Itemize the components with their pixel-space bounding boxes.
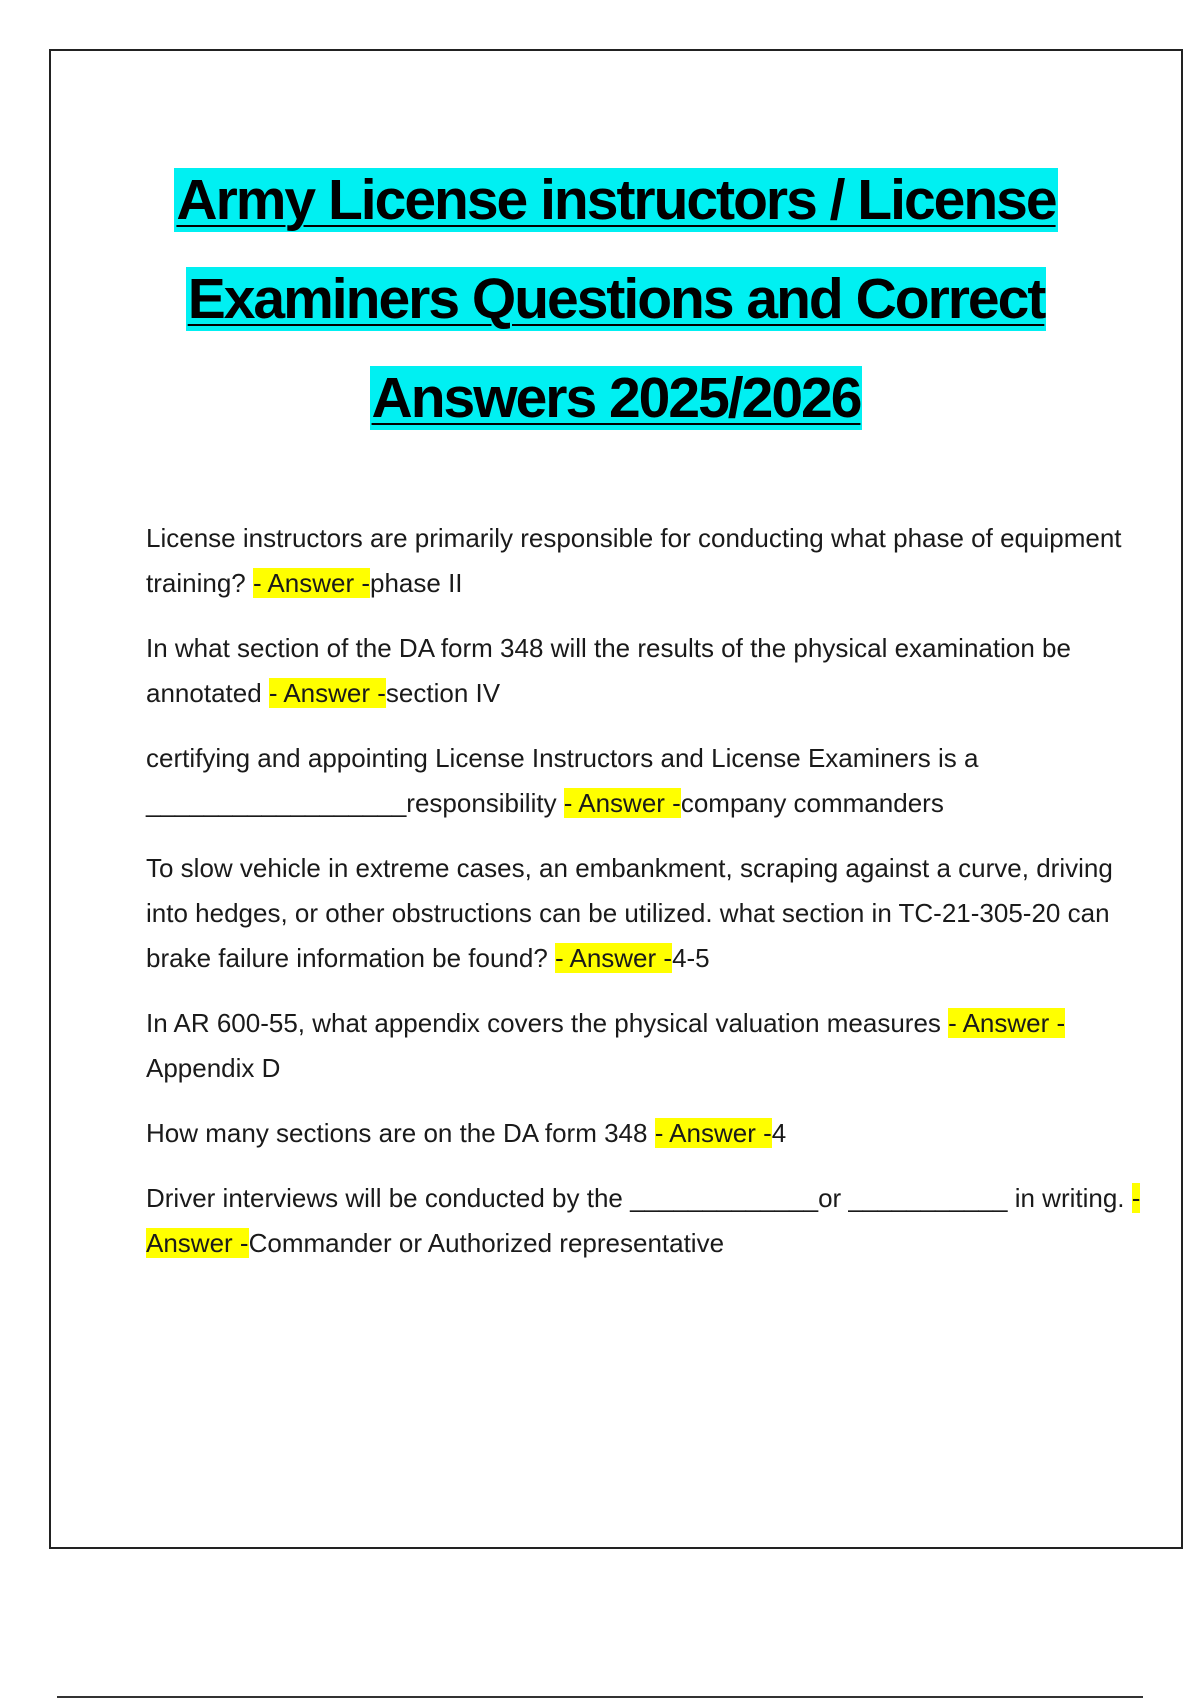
qa-item-4 [146,846,1146,981]
title-line-3 [51,349,1181,448]
qa-item-3 [146,736,1146,826]
title-line-1 [51,151,1181,250]
question-text: Driver interviews will be conducted by the _____________or ___________ in writing. [146,1183,1132,1213]
title-line-3-text: Answers 2025/2026 [371,366,861,430]
answer-marker: - Answer - [268,678,386,708]
answer-marker: - Answer - [563,788,681,818]
answer-text: 4 [771,1118,787,1148]
answer-text: company commanders [680,788,944,818]
qa-item-5 [146,1001,1146,1091]
qa-item-6 [146,1111,1146,1156]
qa-item-2 [146,626,1146,716]
answer-text: section IV [385,678,501,708]
title-line-2-text: Examiners Questions and Correct [187,267,1045,331]
answer-marker: - Answer - [948,1008,1066,1038]
answer-marker: - Answer - [146,1183,1141,1258]
question-text: License instructors are primarily responsible for conducting what phase of equipment training? [146,523,1122,598]
answer-text: 4-5 [672,943,710,973]
bottom-divider [57,1696,1143,1698]
title-line-2 [51,250,1181,349]
answer-marker: - Answer - [654,1118,772,1148]
answer-marker: - Answer - [252,568,370,598]
question-text: In what section of the DA form 348 will the results of the physical examination be annotated [146,633,1071,708]
question-text: In AR 600-55, what appendix covers the physical valuation measures [146,1008,949,1038]
question-text: How many sections are on the DA form 348 [146,1118,655,1148]
answer-text: Commander or Authorized representative [248,1228,725,1258]
answer-marker: - Answer - [555,943,673,973]
qa-list [146,516,1146,1286]
qa-item-1 [146,516,1146,606]
question-text: To slow vehicle in extreme cases, an embankment, scraping against a curve, driving into hedges, or other obstructions can be utilized. what section in TC-21-305-20 can brake failure information be found? [146,853,1113,973]
answer-text: Appendix D [146,1053,281,1083]
question-text: certifying and appointing License Instructors and License Examiners is a __________________responsibility [146,743,979,818]
qa-item-7 [146,1176,1146,1266]
document-title [51,151,1181,448]
answer-text: phase II [370,568,463,598]
document-page [49,49,1183,1549]
title-line-1-text: Army License instructors / License [176,168,1056,232]
